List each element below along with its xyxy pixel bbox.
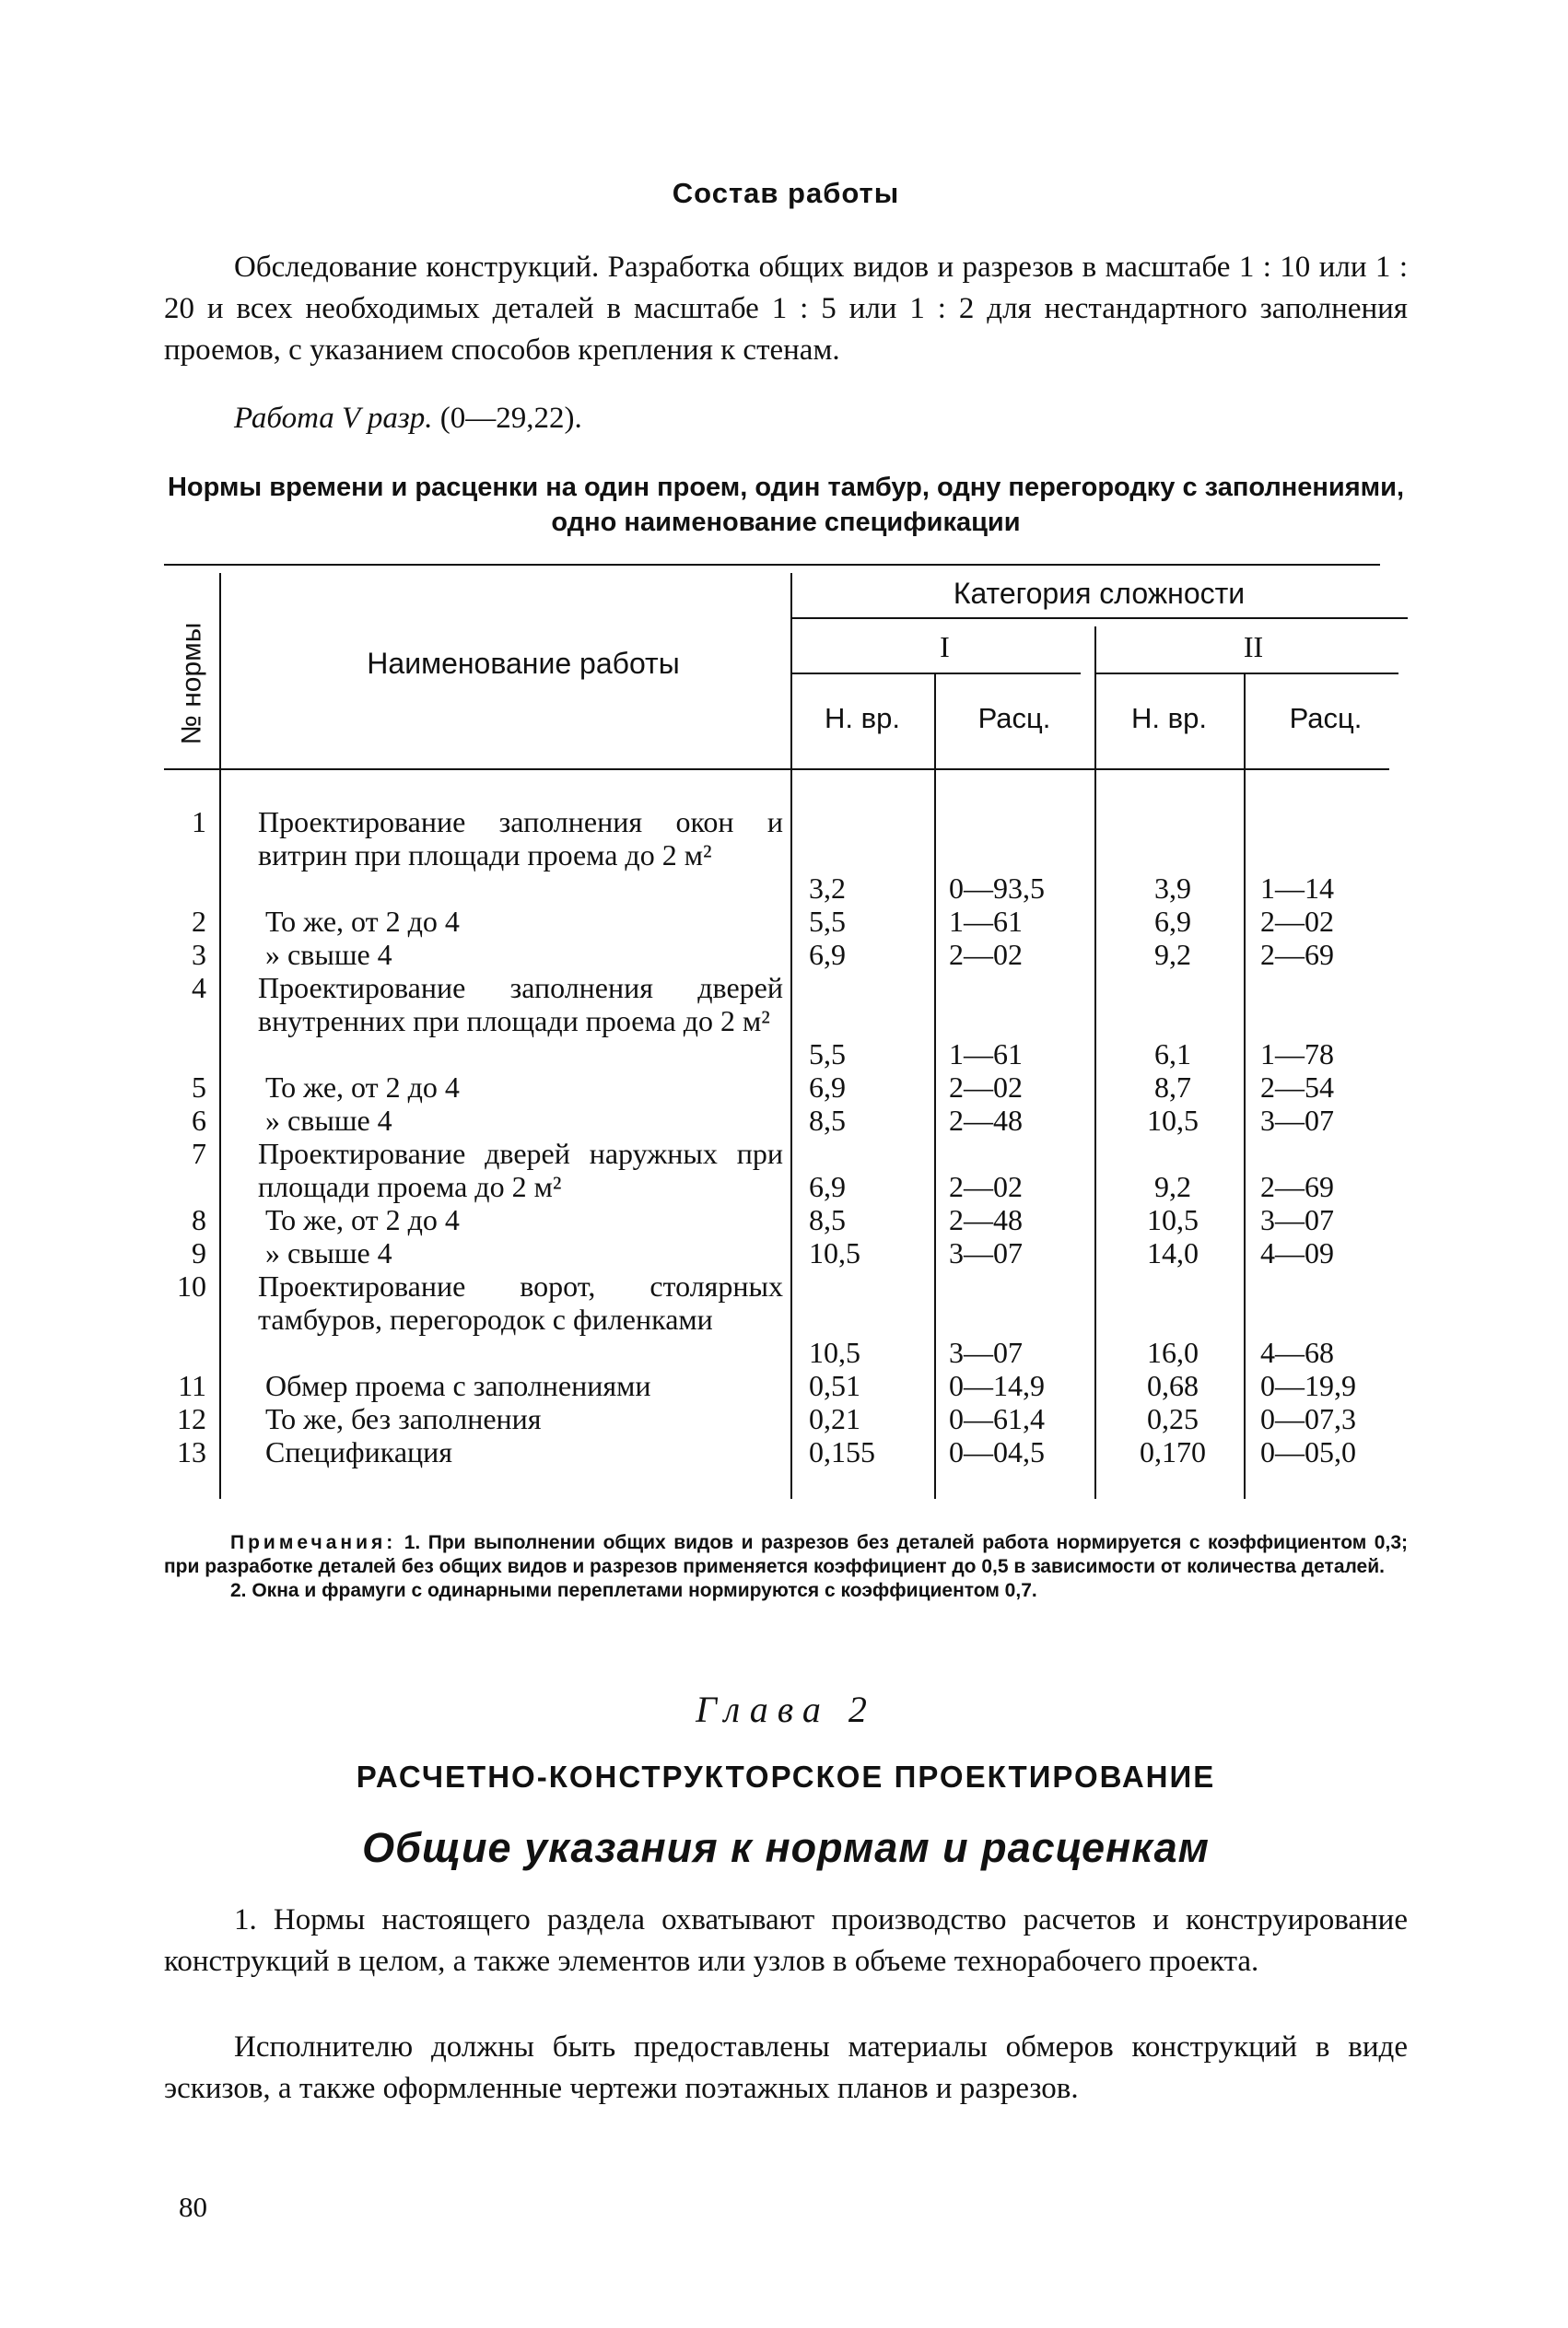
category-rule [790, 617, 1408, 619]
work-name: Обмер проема с заполнениями [265, 1369, 651, 1402]
norm-number: 7 [192, 1137, 206, 1170]
cell-value [809, 1303, 875, 1336]
cell-value [1260, 805, 1356, 838]
part-title: РАСЧЕТНО-КОНСТРУКТОРСКОЕ ПРОЕКТИРОВАНИЕ [356, 1760, 1216, 1794]
work-name: То же, от 2 до 4 [265, 1203, 460, 1236]
section-title: Состав работы [672, 177, 900, 209]
cell-value: 0—61,4 [949, 1402, 1045, 1435]
cell-value: 4—09 [1260, 1236, 1334, 1269]
cell-value: 0—07,3 [1260, 1402, 1356, 1435]
cell-value [1113, 1137, 1233, 1170]
cell-value: 8,5 [809, 1104, 846, 1137]
cell-value: 1—61 [949, 1037, 1023, 1070]
work-grade [234, 402, 582, 436]
norm-number: 13 [177, 1435, 206, 1468]
cell-value: 5,5 [809, 1037, 846, 1070]
cell-value: 0,68 [1147, 1369, 1199, 1402]
cell-value: 10,5 [1147, 1203, 1199, 1236]
norm-number [164, 872, 206, 905]
work-name: » свыше 4 [265, 1104, 392, 1137]
cell-value: 2—48 [949, 1203, 1023, 1236]
cell-value [1260, 1137, 1356, 1170]
cell-value [1113, 1303, 1233, 1336]
norm-number [164, 1303, 206, 1336]
paragraph-1: 1. Нормы настоящего раздела охватывают производство расчетов и конструирование конструкций в целом, а также элементов или узлов в объеме технорабочего проекта. [164, 1903, 1408, 1978]
norm-number: 5 [192, 1070, 206, 1104]
norm-number: 6 [192, 1104, 206, 1137]
cell-value: 14,0 [1147, 1236, 1199, 1269]
cell-value: 0—19,9 [1260, 1369, 1356, 1402]
cell-value [949, 838, 1045, 872]
cell-value: 2—02 [1260, 905, 1334, 938]
work-name: Проектирование ворот, столярных тамбуров, перегородок с филенками [258, 1269, 783, 1336]
header-c2-rate: Расц. [1289, 702, 1363, 734]
cell-value [1113, 805, 1233, 838]
cell-value [1113, 1269, 1233, 1303]
work-name: То же, от 2 до 4 [265, 1070, 460, 1104]
page-number: 80 [179, 2191, 207, 2223]
norm-number: 4 [192, 971, 206, 1004]
cell-value [809, 1004, 875, 1037]
cell-value: 10,5 [1147, 1104, 1199, 1137]
header-c1-rate: Расц. [977, 702, 1051, 734]
norm-number: 11 [178, 1369, 206, 1402]
cell-value: 1—78 [1260, 1037, 1334, 1070]
norm-numbers [164, 805, 206, 1468]
col-divider-num [219, 573, 221, 1499]
table-title: Нормы времени и расценки на один проем, один тамбур, одну перегородку с заполнениями, одно наименование спецификации [167, 473, 1405, 537]
cell-value [949, 805, 1045, 838]
work-names [258, 805, 783, 1468]
header-category: Категория сложности [953, 577, 1246, 610]
subtitle: Общие указания к нормам и расценкам [362, 1824, 1210, 1871]
cell-value: 3,2 [809, 872, 846, 905]
cell-value: 0—04,5 [949, 1435, 1045, 1468]
cell-value: 3—07 [1260, 1203, 1334, 1236]
cell-value: 8,7 [1154, 1070, 1191, 1104]
cell-value: 0,51 [809, 1369, 860, 1402]
work-name: Проектирование дверей наружных при площади проема до 2 м² [258, 1137, 783, 1203]
cell-value: 5,5 [809, 905, 846, 938]
norm-number [164, 838, 206, 872]
note-1: 1. При выполнении общих видов и разрезов без деталей работа нормируется с коэффициентом 0,3; при разработке деталей без общих видов и разрезов применяется коэффициент до 0,5 в зависимости от количества деталей. [164, 1532, 1408, 1577]
cell-value: 0—05,0 [1260, 1435, 1356, 1468]
cell-value: 10,5 [809, 1236, 860, 1269]
cell-value [1260, 838, 1356, 872]
cell-value: 3—07 [1260, 1104, 1334, 1137]
cell-value [949, 1004, 1045, 1037]
work-name: » свыше 4 [265, 1236, 392, 1269]
cell-value: 3—07 [949, 1236, 1023, 1269]
cell-value: 2—69 [1260, 938, 1334, 971]
cell-value: 6,9 [809, 1170, 846, 1203]
header-bottom-rule [164, 768, 1389, 770]
cell-value: 0,155 [809, 1435, 875, 1468]
note-2: 2. Окна и фрамуги с одинарными переплетами нормируются с коэффициентом 0,7. [230, 1580, 1037, 1601]
cell-value: 0—14,9 [949, 1369, 1045, 1402]
cell-value: 6,1 [1154, 1037, 1191, 1070]
work-name: Проектирование заполнения окон и витрин при площади проема до 2 м² [258, 805, 783, 872]
chapter-heading: Глава 2 [696, 1689, 876, 1730]
norm-number [164, 1336, 206, 1369]
cell-value [809, 805, 875, 838]
cell-value [809, 1137, 875, 1170]
cell-value: 1—61 [949, 905, 1023, 938]
cell-value [949, 1269, 1045, 1303]
work-name: То же, от 2 до 4 [265, 905, 460, 938]
col-divider-c2 [1244, 673, 1246, 1499]
notes-label: Примечания: [230, 1532, 397, 1553]
cell-value: 2—02 [949, 1070, 1023, 1104]
cell-value: 0,21 [809, 1402, 860, 1435]
cell-value: 1—14 [1260, 872, 1334, 905]
cell-value: 2—48 [949, 1104, 1023, 1137]
cell-value: 16,0 [1147, 1336, 1199, 1369]
cell-value: 0,170 [1140, 1435, 1206, 1468]
cell-value [809, 1269, 875, 1303]
norm-number: 1 [192, 805, 206, 838]
norm-number: 2 [192, 905, 206, 938]
norm-number: 9 [192, 1236, 206, 1269]
c2-norm-values [1113, 805, 1233, 1468]
cell-value: 6,9 [1154, 905, 1191, 938]
cell-value: 2—54 [1260, 1070, 1334, 1104]
cell-value: 2—02 [949, 1170, 1023, 1203]
cell-value [949, 971, 1045, 1004]
cell-value [949, 1303, 1045, 1336]
c1-rate-values [949, 805, 1045, 1468]
cell-value: 8,5 [809, 1203, 846, 1236]
cell-value: 4—68 [1260, 1336, 1334, 1369]
work-name: » свыше 4 [265, 938, 392, 971]
header-c1-norm: Н. вр. [825, 702, 900, 734]
header-number: № нормы [176, 622, 206, 745]
cell-value: 6,9 [809, 938, 846, 971]
cell-value [1113, 838, 1233, 872]
work-grade-code: (0—29,22). [439, 402, 582, 435]
work-name: То же, без заполнения [265, 1402, 542, 1435]
cell-value [1260, 1269, 1356, 1303]
cell-value [949, 1137, 1045, 1170]
cell-value: 0—93,5 [949, 872, 1045, 905]
norm-number [164, 1004, 206, 1037]
cell-value [809, 971, 875, 1004]
table-notes [164, 1531, 1408, 1603]
cell-value [1113, 1004, 1233, 1037]
col-divider-c1 [934, 673, 936, 1499]
cell-value [1260, 1303, 1356, 1336]
work-grade-label: Работа V разр. [234, 402, 433, 435]
c2-rate-values [1260, 805, 1356, 1468]
cell-value: 3—07 [949, 1336, 1023, 1369]
norm-number: 10 [177, 1269, 206, 1303]
norm-number: 12 [177, 1402, 206, 1435]
cat2-rule [1094, 673, 1398, 674]
cell-value: 9,2 [1154, 938, 1191, 971]
cell-value: 3,9 [1154, 872, 1191, 905]
cell-value: 2—02 [949, 938, 1023, 971]
cell-value: 9,2 [1154, 1170, 1191, 1203]
paragraph-2: Исполнителю должны быть предоставлены материалы обмеров конструкций в виде эскизов, а также оформленные чертежи поэтажных планов и разрезов. [164, 2030, 1408, 2105]
table-top-rule [164, 564, 1380, 566]
norms-table [164, 564, 1408, 1503]
work-name: Проектирование заполнения дверей внутренних при площади проема до 2 м² [258, 971, 783, 1037]
norm-number: 8 [192, 1203, 206, 1236]
cell-value: 0,25 [1147, 1402, 1199, 1435]
norm-number: 3 [192, 938, 206, 971]
cell-value [1260, 971, 1356, 1004]
cell-value [1113, 971, 1233, 1004]
header-c2-norm: Н. вр. [1131, 702, 1207, 734]
header-cat-2: II [1243, 630, 1264, 663]
col-divider-cat [1094, 626, 1096, 1499]
cell-value [1260, 1004, 1356, 1037]
cell-value: 6,9 [809, 1070, 846, 1104]
work-name: Спецификация [265, 1435, 453, 1468]
header-cat-1: I [940, 630, 950, 663]
norm-number [164, 1170, 206, 1203]
cell-value [809, 838, 875, 872]
cell-value: 10,5 [809, 1336, 860, 1369]
c1-norm-values [809, 805, 875, 1468]
norm-number [164, 1037, 206, 1070]
cell-value: 2—69 [1260, 1170, 1334, 1203]
header-work-name: Наименование работы [367, 647, 680, 680]
section-paragraph: Обследование конструкций. Разработка общих видов и разрезов в масштабе 1 : 10 или 1 : 20 и всех необходимых деталей в масштабе 1 : 5 или 1 : 2 для нестандартного заполнения проемов, с указанием способов крепления к стенам. [164, 251, 1408, 367]
